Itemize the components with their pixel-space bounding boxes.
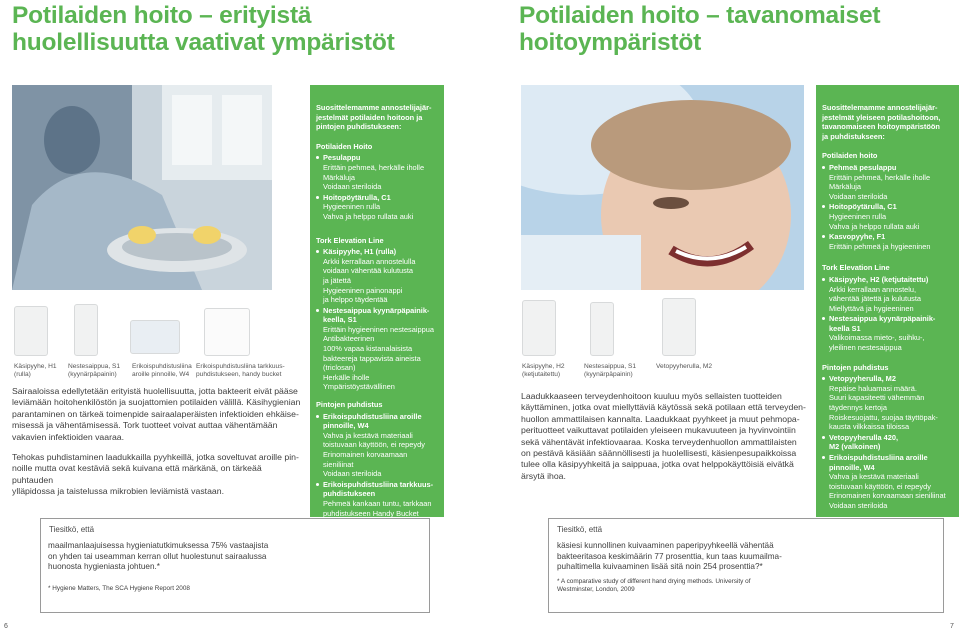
fact-label: Tiesitkö, että	[41, 519, 121, 538]
product-caption: Vetopyyherulla, M2	[656, 363, 713, 370]
item-name: Erikoispuhdistusliina tarkkuus- puhdistukseen	[323, 479, 434, 499]
list-item	[822, 314, 953, 352]
product-caption: Nestesaippua, S1 (kyynärpäpainin)	[584, 363, 637, 378]
bullet-icon	[316, 415, 319, 418]
list-item	[822, 275, 953, 313]
item-name: Pesulappu	[323, 153, 361, 163]
item-name: Erikoispuhdistusliina aroille pinnoille, W4	[323, 411, 422, 431]
item-name: Käsipyyhe, H1 (rulla)	[323, 247, 397, 257]
item-desc: Hygieeninen rulla Vahva ja helppo rullata auki	[829, 211, 920, 231]
green-intro: Suosittelemamme annostelijajär- jestelmät potilaiden hoitoon ja pintojen puhdistukseen:	[316, 103, 432, 132]
bullet-icon	[822, 317, 825, 320]
soap-dispenser-s1-image	[74, 304, 98, 356]
product-caption: Erikoispuhdistusliina tarkkuus- puhdistukseen, handy bucket	[196, 363, 285, 378]
list-item	[316, 412, 438, 479]
list-item	[822, 202, 953, 231]
soap-dispenser-s1-image	[590, 302, 614, 356]
child-illustration	[521, 85, 804, 290]
item-name: Nestesaippua kyynärpäpainik- keella, S1	[323, 305, 430, 325]
item-name: Nestesaippua kyynärpäpainik- keella S1	[829, 314, 936, 333]
title-left-line-2: huolellisuutta vaativat ympäristöt	[12, 29, 395, 56]
bullet-icon	[822, 278, 825, 281]
fact-text: käsiesi kunnollinen kuivaaminen paperipyyhkeellä vähentää bakteeritasoa keskimäärin 77 prosenttia, kun taas kuumailma- puhaltimella kuivaaminen lisää sitä noin 254 prosenttia?*	[557, 541, 782, 572]
section-title: Potilaiden hoito	[822, 151, 878, 161]
list-item	[316, 153, 438, 191]
section-title: Tork Elevation Line	[822, 263, 890, 273]
list-item	[822, 453, 953, 511]
item-name: Käsipyyhe, H2 (ketjutaitettu)	[829, 274, 929, 284]
item-name: Pehmeä pesulappu	[829, 162, 897, 172]
item-desc: Vahva ja kestävä materiaali toistuvaan käyttöön, ei repeydy Erinomainen korvaamaan sieniliinat Voidaan steriloida	[829, 472, 946, 510]
bullet-icon	[316, 196, 319, 199]
section-title: Pintojen puhdistus	[316, 400, 383, 410]
list-item	[822, 433, 953, 452]
fact-footnote: * Hygiene Matters, The SCA Hygiene Report 2008	[48, 585, 190, 592]
towel-dispenser-h2-image	[522, 300, 556, 356]
title-right	[519, 2, 880, 56]
item-desc: Arkki kerrallaan annostelu, vähentää jätettä ja kulutusta Miellyttävä ja hygieeninen	[829, 284, 922, 313]
smiling-child-photo	[521, 85, 804, 290]
title-left-line-1: Potilaiden hoito – erityistä	[12, 2, 312, 29]
item-name: Vetopyyherulla, M2	[829, 374, 896, 384]
page-number-right: 7	[950, 623, 954, 630]
item-name: Kasvopyyhe, F1	[829, 232, 886, 242]
list-item	[316, 306, 438, 392]
item-desc: Valikoimassa mieto-, suihku-, yleilinen nestesaippua	[829, 333, 925, 353]
bullet-icon	[316, 250, 319, 253]
item-desc: Erittäin pehmeä ja hygieeninen	[829, 241, 931, 251]
body-paragraph: Tehokas puhdistaminen laadukkailla pyyhkeillä, jotka soveltuvat aroille pin- noille mutta ovat kestäviä sekä kuivana että märkänä, on tärkeää puhtauden ylläpidossa ja taistelussa mikrobien leviämistä vastaan.	[12, 452, 299, 497]
green-intro: Suosittelemamme annostelijajär- jestelmät yleiseen potilashoitoon, tavanomaiseen hoitoympäristöön ja puhdistukseen:	[822, 103, 941, 141]
bullet-icon	[822, 436, 825, 439]
hospital-nurse-illustration	[12, 85, 272, 290]
bullet-icon	[822, 377, 825, 380]
towel-dispenser-h1-image	[14, 306, 48, 356]
bullet-icon	[822, 166, 825, 169]
list-item	[822, 374, 953, 432]
bullet-icon	[316, 156, 319, 159]
title-right-line-2: hoitoympäristöt	[519, 29, 702, 56]
fact-footnote: * A comparative study of different hand drying methods. University of Westminster, London, 2009	[557, 578, 751, 594]
list-item	[316, 247, 438, 305]
section-title: Pintojen puhdistus	[822, 362, 889, 372]
bullet-icon	[822, 456, 825, 459]
centerfeed-m2-image	[662, 298, 696, 356]
list-item	[822, 232, 953, 251]
bullet-icon	[316, 309, 319, 312]
handy-bucket-image	[204, 308, 250, 356]
fact-text: maailmanlaajuisessa hygieniatutkimuksessa 75% vastaajista on yhden tai useamman kerran ollut huolestunut sairaalussa huonosta hygieniasta johtuen.*	[48, 541, 269, 572]
item-desc: Vahva ja kestävä materiaali toistuvaan käyttöön, ei repeydy Erinomainen korvaamaan sieniliinat Voidaan steriloida	[323, 430, 425, 479]
recommended-systems-box-right	[816, 85, 959, 517]
title-right-line-1: Potilaiden hoito – tavanomaiset	[519, 2, 881, 29]
product-caption: Käsipyyhe, H1 (rulla)	[14, 363, 57, 378]
section-title: Potilaiden Hoito	[316, 141, 373, 151]
item-name: Vetopyyherulla 420, M2 (valkoinen)	[829, 432, 899, 452]
product-caption: Erikoispuhdistusliina aroille pinnoille, W4	[132, 363, 192, 378]
recommended-systems-box-left	[310, 85, 444, 517]
item-desc: Hygieeninen rulla Vahva ja helppo rullata auki	[323, 202, 414, 221]
title-left	[12, 2, 395, 56]
section-title: Tork Elevation Line	[316, 235, 384, 245]
item-desc: Erittäin pehmeä, herkälle iholle Märkäluja Voidaan steriloida	[829, 172, 931, 201]
item-desc: Arkki kerrallaan annostelulla voidaan vähentää kulutusta ja jätettä Hygieeninen painonappi ja helppo täydentää	[323, 256, 416, 305]
item-name: Erikoispuhdistusliina aroille pinnoille, W4	[829, 453, 928, 472]
wipe-w4-box-image	[130, 320, 180, 354]
product-caption: Nestesaippua, S1 (kyynärpäpainin)	[68, 363, 121, 378]
bullet-icon	[316, 483, 319, 486]
page-number-left: 6	[4, 623, 8, 630]
list-item	[316, 193, 438, 222]
body-paragraph: Laadukkaaseen terveydenhoitoon kuuluu myös sellaisten tuotteiden käyttäminen, jotka ovat miellyttäviä käytössä sekä potilaan että terveyden- huollon ammattilaisen kannalta. Laadukkaat pyyhkeet ja muut pehmopa- perituotteet vaikuttavat potilaiden yleiseen mukavuuteen ja hyvinvointiin sekä vähentävät infektiovaaraa. Koska terveydenhuollon ammattilaisten on pestävä käsiään säännöllisesti ja huolellisesti, käsienpesupaikkoissa tulee olla käsipyyhkeitä ja saippuaa, jotka ovat helppokäyttöisiä eivätkä ärsytä ihoa.	[521, 391, 806, 481]
item-desc: Repäise haluamasi määrä. Suuri kapasiteetti vähemmän täydennys kertoja Roiskesuojattu, suojaa täyttöpak- kausta vilkkaissa tiloissa	[829, 383, 938, 432]
bullet-icon	[822, 205, 825, 208]
item-desc: Erittäin pehmeä, herkälle iholle Märkäluja Voidaan steriloida	[323, 162, 425, 192]
list-item	[822, 163, 953, 201]
item-name: Hoitopöytärulla, C1	[829, 202, 897, 212]
item-desc: Erittäin hygieeninen nestesaippua Antibakteerinen 100% vapaa kistanalaisista bakteereja tappavista aineista (triclosan) Herkälle iholle Ympäristöystävällinen	[323, 324, 434, 392]
hospital-nurse-photo	[12, 85, 272, 290]
item-name: Hoitopöytärulla, C1	[323, 192, 391, 202]
body-paragraph: Sairaaloissa edellytetään erityistä huolellisuutta, jotta bakteerit eivät pääse leviämään hoitohenkilöstön ja suojattomien potilaiden välillä. Käsihygienian parantaminen on tärkeä toimenpide sairaalaperäisten infektioiden ehkäise- misessä ja vähentämisessä. Tork tuotteet voivat auttaa vähentämään vakavien infektioiden vaaraa.	[12, 386, 301, 442]
product-caption: Käsipyyhe, H2 (ketjutaitettu)	[522, 363, 565, 378]
bullet-icon	[822, 235, 825, 238]
fact-label: Tiesitkö, että	[549, 519, 629, 538]
item-desc: Pehmeä kankaan tuntu, tarkkaan puhdistukseen Handy Bucket	[323, 498, 432, 518]
